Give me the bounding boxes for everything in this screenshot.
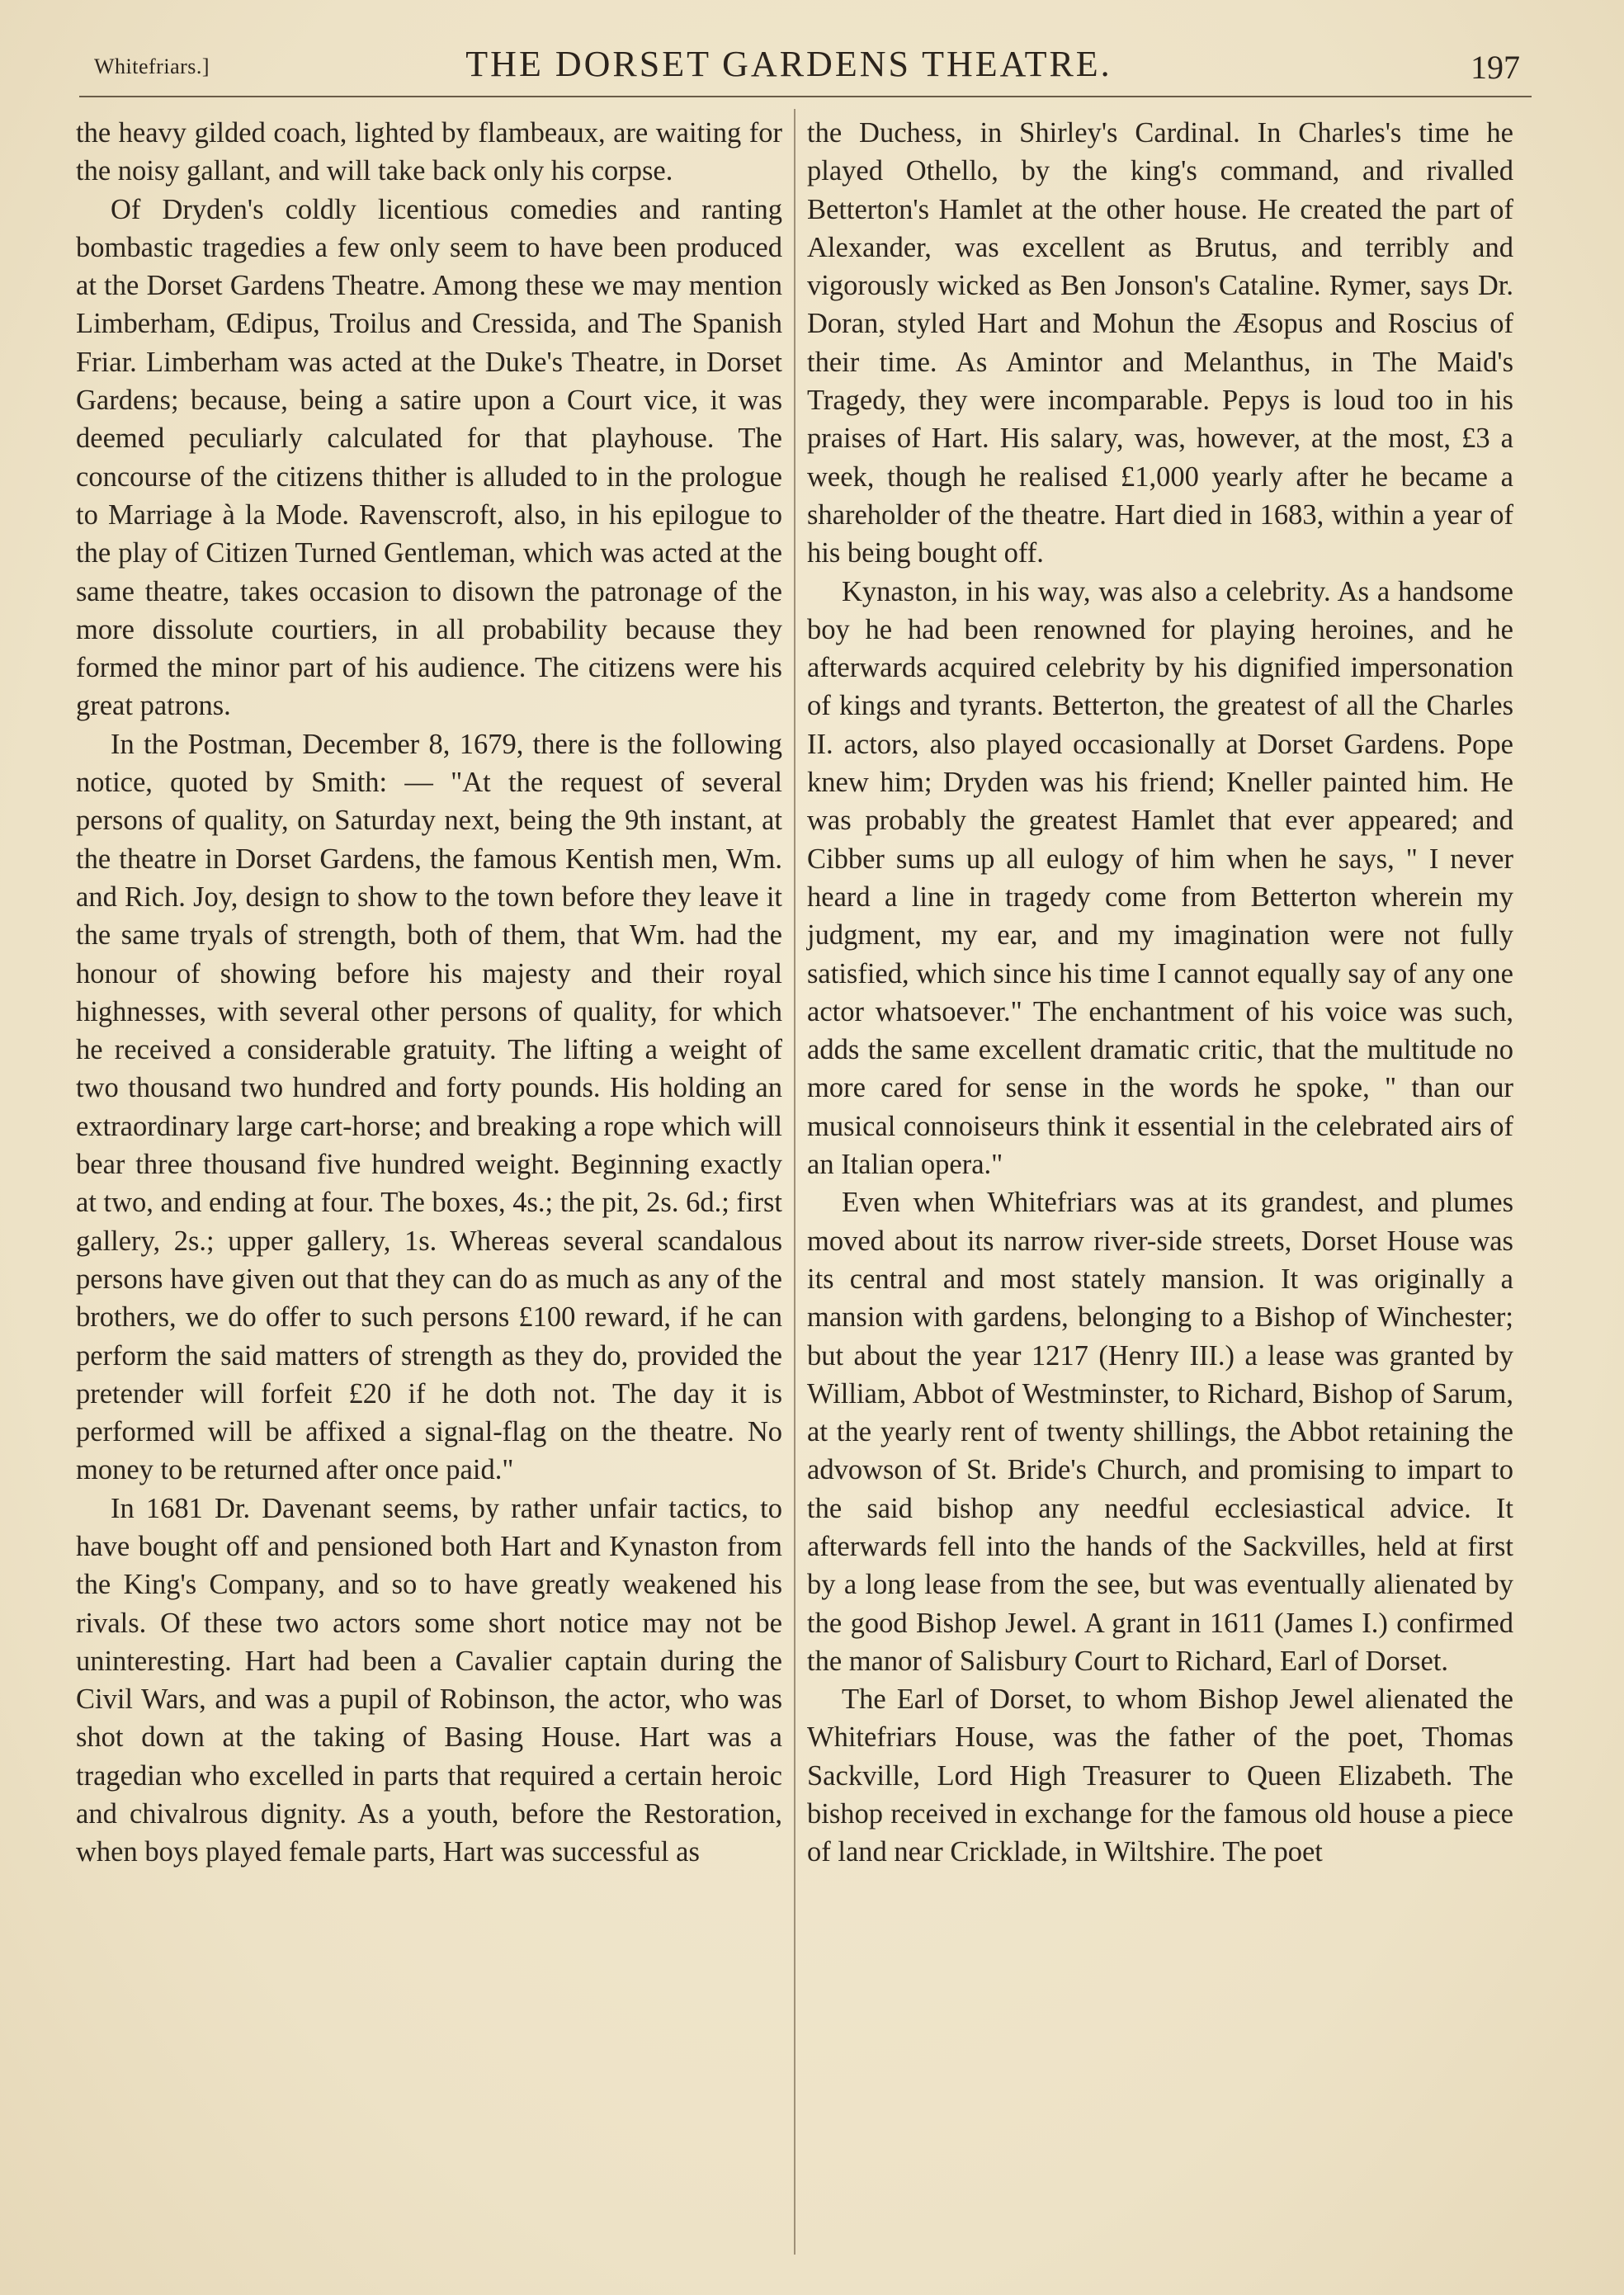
paragraph: Kynaston, in his way, was also a celebrity. As a handsome boy he had been renowned for playing heroines, and he afterwards acquired celebrity by his dignified impersonation of kings and tyrants. Betterton, the greatest of all the Charles II. actors, also played occasionally at Dorset Gardens. Pope knew him; Dryden was his friend; Kneller painted him. He was probably the greatest Hamlet that ever appeared; and Cibber sums up all eulogy of him when he says, " I never heard a line in tragedy come from Betterton wherein my judgment, my ear, and my imagination were not fully satisfied, which since his time I cannot equally say of any one actor whatsoever." The enchantment of his voice was such, adds the same excellent dramatic critic, that the multitude no more cared for sense in the words he spoke, " than our musical connoiseurs think it essential in the celebrated airs of an Italian opera." bbox=[807, 575, 1513, 1181]
paragraph: the Duchess, in Shirley's Cardinal. In Charles's time he played Othello, by the king's command, and rivalled Betterton's Hamlet at the other house. He created the part of Alexander, was excellent as Brutus, and terribly and vigorously wicked as Ben Jonson's Cataline. Rymer, says Dr. Doran, styled Hart and Mohun the Æsopus and Roscius of their time. As Amintor and Melanthus, in The Maid's Tragedy, they were incomparable. Pepys is loud too in his praises of Hart. His salary, was, however, at the most, £3 a week, though he realised £1,000 yearly after he became a shareholder of the theatre. Hart died in 1683, within a year of his being bought off. bbox=[807, 117, 1513, 569]
page-title: THE DORSET GARDENS THEATRE. bbox=[465, 44, 1112, 84]
paragraph: In 1681 Dr. Davenant seems, by rather unfair tactics, to have bought off and pensioned both Hart and Kynaston from the King's Company, and so to have greatly weakened his rivals. Of these two actors some short notice may not be uninteresting. Hart had been a Cavalier captain during the Civil Wars, and was a pupil of Robinson, the actor, who was shot down at the taking of Basing House. Hart was a tragedian who excelled in parts that required a certain heroic and chivalrous dignity. As a youth, before the Restoration, when boys played female parts, Hart was successful as bbox=[76, 1492, 782, 1868]
paragraph: the heavy gilded coach, lighted by flambeaux, are waiting for the noisy gallant, and will take back only his corpse. bbox=[76, 117, 782, 187]
paragraph: Of Dryden's coldly licentious comedies and ranting bombastic tragedies a few only seem to have been produced at the Dorset Gardens Theatre. Among these we may mention Limberham, Œdipus, Troilus and Cressida, and The Spanish Friar. Limberham was acted at the Duke's Theatre, in Dorset Gardens; because, being a satire upon a Court vice, it was deemed peculiarly calculated for that playhouse. The concourse of the citizens thither is alluded to in the prologue to Marriage à la Mode. Ravenscroft, also, in his epilogue to the play of Citizen Turned Gentleman, which was acted at the same theatre, takes occasion to disown the patronage of the more dissolute courtiers, in all probability because they formed the minor part of his audience. The citizens were his great patrons. bbox=[76, 193, 782, 722]
paragraph: The Earl of Dorset, to whom Bishop Jewel alienated the Whitefriars House, was the father of the poet, Thomas Sackville, Lord High Treasurer to Queen Elizabeth. The bishop received in exchange for the famous old house a piece of land near Cricklade, in Wiltshire. The poet bbox=[807, 1683, 1513, 1868]
column-divider bbox=[794, 109, 795, 2255]
right-column bbox=[807, 114, 1513, 1872]
left-column bbox=[76, 114, 782, 1872]
page-number: 197 bbox=[1471, 49, 1520, 86]
paragraph: In the Postman, December 8, 1679, there is the following notice, quoted by Smith: — "At the request of several persons of quality, on Saturday next, being the 9th instant, at the theatre in Dorset Gardens, the famous Kentish men, Wm. and Rich. Joy, design to show to the town before they leave it the same tryals of strength, both of them, that Wm. had the honour of showing before his majesty and their royal highnesses, with several other persons of quality, for which he received a considerable gratuity. The lifting a weight of two thousand two hundred and forty pounds. His holding an extraordinary large cart-horse; and breaking a rope which will bear three thousand five hundred weight. Beginning exactly at two, and ending at four. The boxes, 4s.; the pit, 2s. 6d.; first gallery, 2s.; upper gallery, 1s. Whereas several scandalous persons have given out that they can do as much as any of the brothers, we do offer to such persons £100 reward, if he can perform the said matters of strength as they do, provided the pretender will forfeit £20 if he doth not. The day it is performed will be affixed a signal-flag on the theatre. No money to be returned after once paid." bbox=[76, 728, 782, 1486]
section-label: Whitefriars.] bbox=[94, 54, 210, 78]
paragraph: Even when Whitefriars was at its grandest, and plumes moved about its narrow river-side streets, Dorset House was its central and most stately mansion. It was originally a mansion with gardens, belonging to a Bishop of Winchester; but about the year 1217 (Henry III.) a lease was granted by William, Abbot of Westminster, to Richard, Bishop of Sarum, at the yearly rent of twenty shillings, the Abbot retaining the advowson of St. Bride's Church, and promising to impart to the said bishop any needful ecclesiastical advice. It afterwards fell into the hands of the Sackvilles, held at first by a long lease from the see, but was eventually alienated by the good Bishop Jewel. A grant in 1611 (James I.) confirmed the manor of Salisbury Court to Richard, Earl of Dorset. bbox=[807, 1187, 1513, 1677]
running-header bbox=[79, 43, 1520, 92]
header-rule bbox=[79, 96, 1532, 97]
